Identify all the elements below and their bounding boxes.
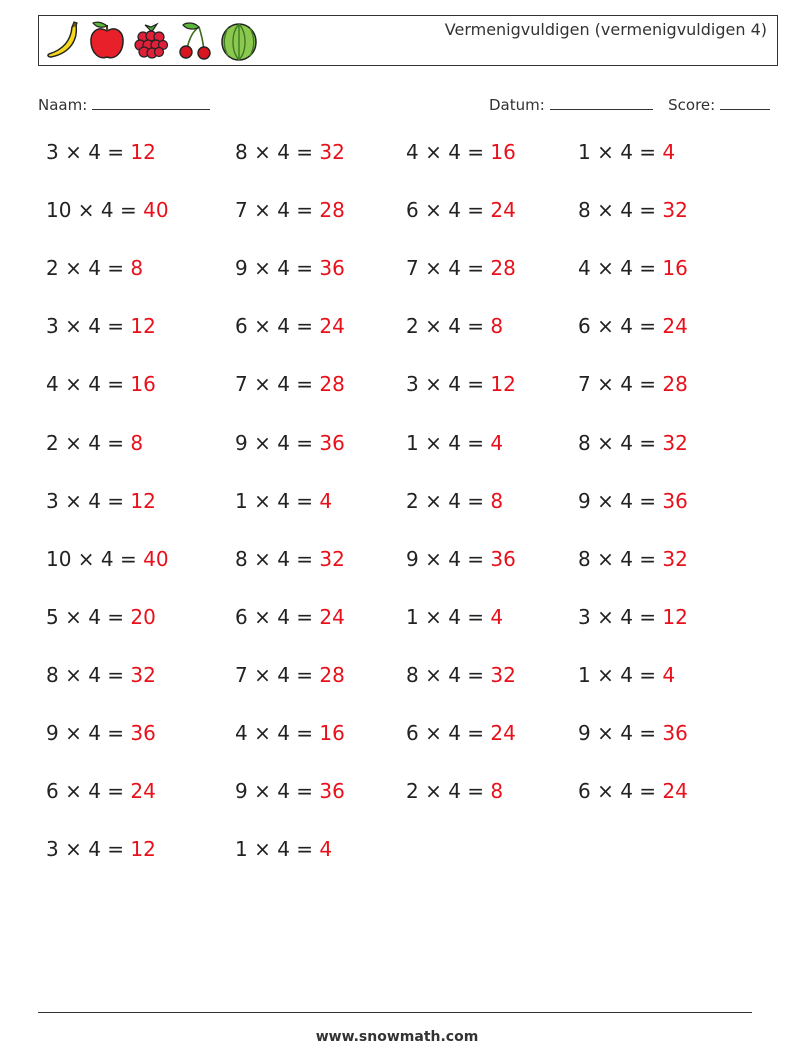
problem-question: 6 × 4 = [46, 779, 131, 803]
problem-question: 6 × 4 = [578, 779, 663, 803]
problem-question: 9 × 4 = [578, 489, 663, 513]
problem [46, 663, 156, 687]
problem-question: 7 × 4 = [235, 198, 320, 222]
problem-answer: 12 [490, 372, 516, 396]
problem-answer: 32 [319, 547, 345, 571]
name-field [38, 94, 210, 114]
footer-url: www.snowmath.com [315, 1029, 479, 1045]
problem [235, 140, 345, 164]
problem [578, 779, 688, 803]
problem-question: 9 × 4 = [235, 779, 320, 803]
problem [406, 605, 503, 629]
problem-answer: 24 [490, 198, 516, 222]
problem [578, 605, 688, 629]
problem [235, 721, 345, 745]
problem [578, 198, 688, 222]
problem-question: 1 × 4 = [406, 431, 491, 455]
problem-question: 3 × 4 = [406, 372, 491, 396]
problem [578, 372, 688, 396]
problem-answer: 36 [490, 547, 516, 571]
problem [578, 663, 675, 687]
problem-answer: 40 [143, 547, 169, 571]
problem-question: 1 × 4 = [578, 663, 663, 687]
problem-answer: 4 [490, 605, 504, 629]
problem-question: 8 × 4 = [578, 547, 663, 571]
problem-answer: 24 [130, 779, 156, 803]
problem-answer: 36 [319, 431, 345, 455]
problem [46, 372, 156, 396]
name-blank [92, 94, 210, 110]
problem-answer: 32 [662, 431, 688, 455]
problem [46, 547, 169, 571]
fruit-icons [43, 18, 259, 64]
problem-question: 1 × 4 = [578, 140, 663, 164]
problem [578, 431, 688, 455]
problem [235, 605, 345, 629]
problem [46, 431, 143, 455]
problem-answer: 32 [490, 663, 516, 687]
problem-question: 9 × 4 = [235, 256, 320, 280]
problem-question: 8 × 4 = [406, 663, 491, 687]
problem-answer: 4 [319, 837, 333, 861]
date-blank [550, 94, 653, 110]
problem [46, 721, 156, 745]
date-label: Datum: [489, 96, 545, 114]
problem [46, 256, 143, 280]
problem-question: 9 × 4 = [46, 721, 131, 745]
problem-question: 8 × 4 = [578, 431, 663, 455]
problem-question: 3 × 4 = [46, 837, 131, 861]
problem [406, 663, 516, 687]
problem-question: 7 × 4 = [406, 256, 491, 280]
problem-question: 10 × 4 = [46, 198, 144, 222]
problem-answer: 40 [143, 198, 169, 222]
problem-answer: 16 [319, 721, 345, 745]
problem-question: 2 × 4 = [406, 779, 491, 803]
score-label: Score: [668, 96, 716, 114]
problem [578, 547, 688, 571]
problem-answer: 12 [130, 837, 156, 861]
problem-question: 9 × 4 = [235, 431, 320, 455]
problem-question: 7 × 4 = [235, 372, 320, 396]
problem-answer: 36 [662, 721, 688, 745]
score-blank [720, 94, 770, 110]
problem-answer: 32 [662, 547, 688, 571]
footer-divider [38, 1012, 752, 1013]
problem-answer: 8 [130, 431, 144, 455]
problem-answer: 36 [319, 256, 345, 280]
problem-question: 8 × 4 = [46, 663, 131, 687]
problem-question: 2 × 4 = [46, 256, 131, 280]
problem-answer: 24 [662, 779, 688, 803]
problem-question: 1 × 4 = [235, 489, 320, 513]
problem-answer: 4 [662, 140, 676, 164]
problem-answer: 12 [662, 605, 688, 629]
problem-question: 8 × 4 = [235, 547, 320, 571]
problem-question: 10 × 4 = [46, 547, 144, 571]
problem-answer: 28 [319, 198, 345, 222]
problem-question: 3 × 4 = [46, 314, 131, 338]
problem [406, 431, 503, 455]
problem [46, 489, 156, 513]
problem-question: 7 × 4 = [235, 663, 320, 687]
problem-question: 6 × 4 = [235, 314, 320, 338]
problem-question: 3 × 4 = [578, 605, 663, 629]
problem [235, 837, 332, 861]
problem [235, 314, 345, 338]
problem-question: 6 × 4 = [578, 314, 663, 338]
problem-question: 2 × 4 = [406, 314, 491, 338]
problem-answer: 24 [319, 314, 345, 338]
problem [46, 198, 169, 222]
problem [235, 198, 345, 222]
problem-question: 4 × 4 = [406, 140, 491, 164]
problem-answer: 36 [662, 489, 688, 513]
problem-answer: 16 [662, 256, 688, 280]
cherry-icon [175, 19, 215, 63]
problem [578, 721, 688, 745]
watermelon-icon [219, 19, 259, 63]
problem [406, 372, 516, 396]
problem [46, 779, 156, 803]
problem-answer: 4 [319, 489, 333, 513]
problem-answer: 24 [490, 721, 516, 745]
banana-icon [43, 19, 83, 63]
problem-question: 2 × 4 = [406, 489, 491, 513]
problem-answer: 28 [662, 372, 688, 396]
problem-answer: 32 [662, 198, 688, 222]
problem [235, 779, 345, 803]
problem-answer: 4 [662, 663, 676, 687]
problem-question: 4 × 4 = [46, 372, 131, 396]
name-label: Naam: [38, 96, 88, 114]
problem [578, 489, 688, 513]
apple-icon [87, 19, 127, 63]
problem-question: 6 × 4 = [406, 721, 491, 745]
problem-answer: 12 [130, 140, 156, 164]
problem-question: 2 × 4 = [46, 431, 131, 455]
problem [406, 547, 516, 571]
problem [406, 779, 503, 803]
problem-question: 7 × 4 = [578, 372, 663, 396]
worksheet-title: Vermenigvuldigen (vermenigvuldigen 4) [444, 20, 767, 39]
problem-question: 5 × 4 = [46, 605, 131, 629]
problem-answer: 8 [490, 489, 504, 513]
problem-answer: 28 [319, 372, 345, 396]
problem [578, 314, 688, 338]
problem-answer: 28 [319, 663, 345, 687]
problem-question: 3 × 4 = [46, 140, 131, 164]
problem [46, 605, 156, 629]
header-box [38, 15, 778, 66]
problem [406, 198, 516, 222]
problem-question: 8 × 4 = [578, 198, 663, 222]
problem-answer: 8 [130, 256, 144, 280]
problem-answer: 16 [490, 140, 516, 164]
raspberry-icon [131, 19, 171, 63]
problem-question: 4 × 4 = [578, 256, 663, 280]
problem-question: 8 × 4 = [235, 140, 320, 164]
problem-answer: 24 [662, 314, 688, 338]
problem [406, 256, 516, 280]
problem-question: 6 × 4 = [406, 198, 491, 222]
problem-question: 4 × 4 = [235, 721, 320, 745]
problem [235, 372, 345, 396]
problem-answer: 32 [319, 140, 345, 164]
problem [235, 489, 332, 513]
date-score-fields [489, 94, 770, 114]
problem [406, 721, 516, 745]
problem [235, 431, 345, 455]
problem [578, 140, 675, 164]
problem-answer: 28 [490, 256, 516, 280]
problem [46, 314, 156, 338]
problem [406, 489, 503, 513]
problem-question: 9 × 4 = [578, 721, 663, 745]
problem-answer: 12 [130, 314, 156, 338]
problem [235, 256, 345, 280]
problem [235, 663, 345, 687]
problem [46, 837, 156, 861]
problem-answer: 20 [130, 605, 156, 629]
problem-answer: 36 [130, 721, 156, 745]
problem-question: 1 × 4 = [235, 837, 320, 861]
problem-answer: 12 [130, 489, 156, 513]
problem-answer: 16 [130, 372, 156, 396]
problem [406, 140, 516, 164]
problem [235, 547, 345, 571]
problem-answer: 8 [490, 314, 504, 338]
problem-answer: 32 [130, 663, 156, 687]
problem-answer: 8 [490, 779, 504, 803]
problem [578, 256, 688, 280]
problem-answer: 36 [319, 779, 345, 803]
problem-answer: 24 [319, 605, 345, 629]
problem-question: 1 × 4 = [406, 605, 491, 629]
problem-question: 3 × 4 = [46, 489, 131, 513]
problem [46, 140, 156, 164]
problem-question: 6 × 4 = [235, 605, 320, 629]
problem [406, 314, 503, 338]
problem-question: 9 × 4 = [406, 547, 491, 571]
problem-answer: 4 [490, 431, 504, 455]
